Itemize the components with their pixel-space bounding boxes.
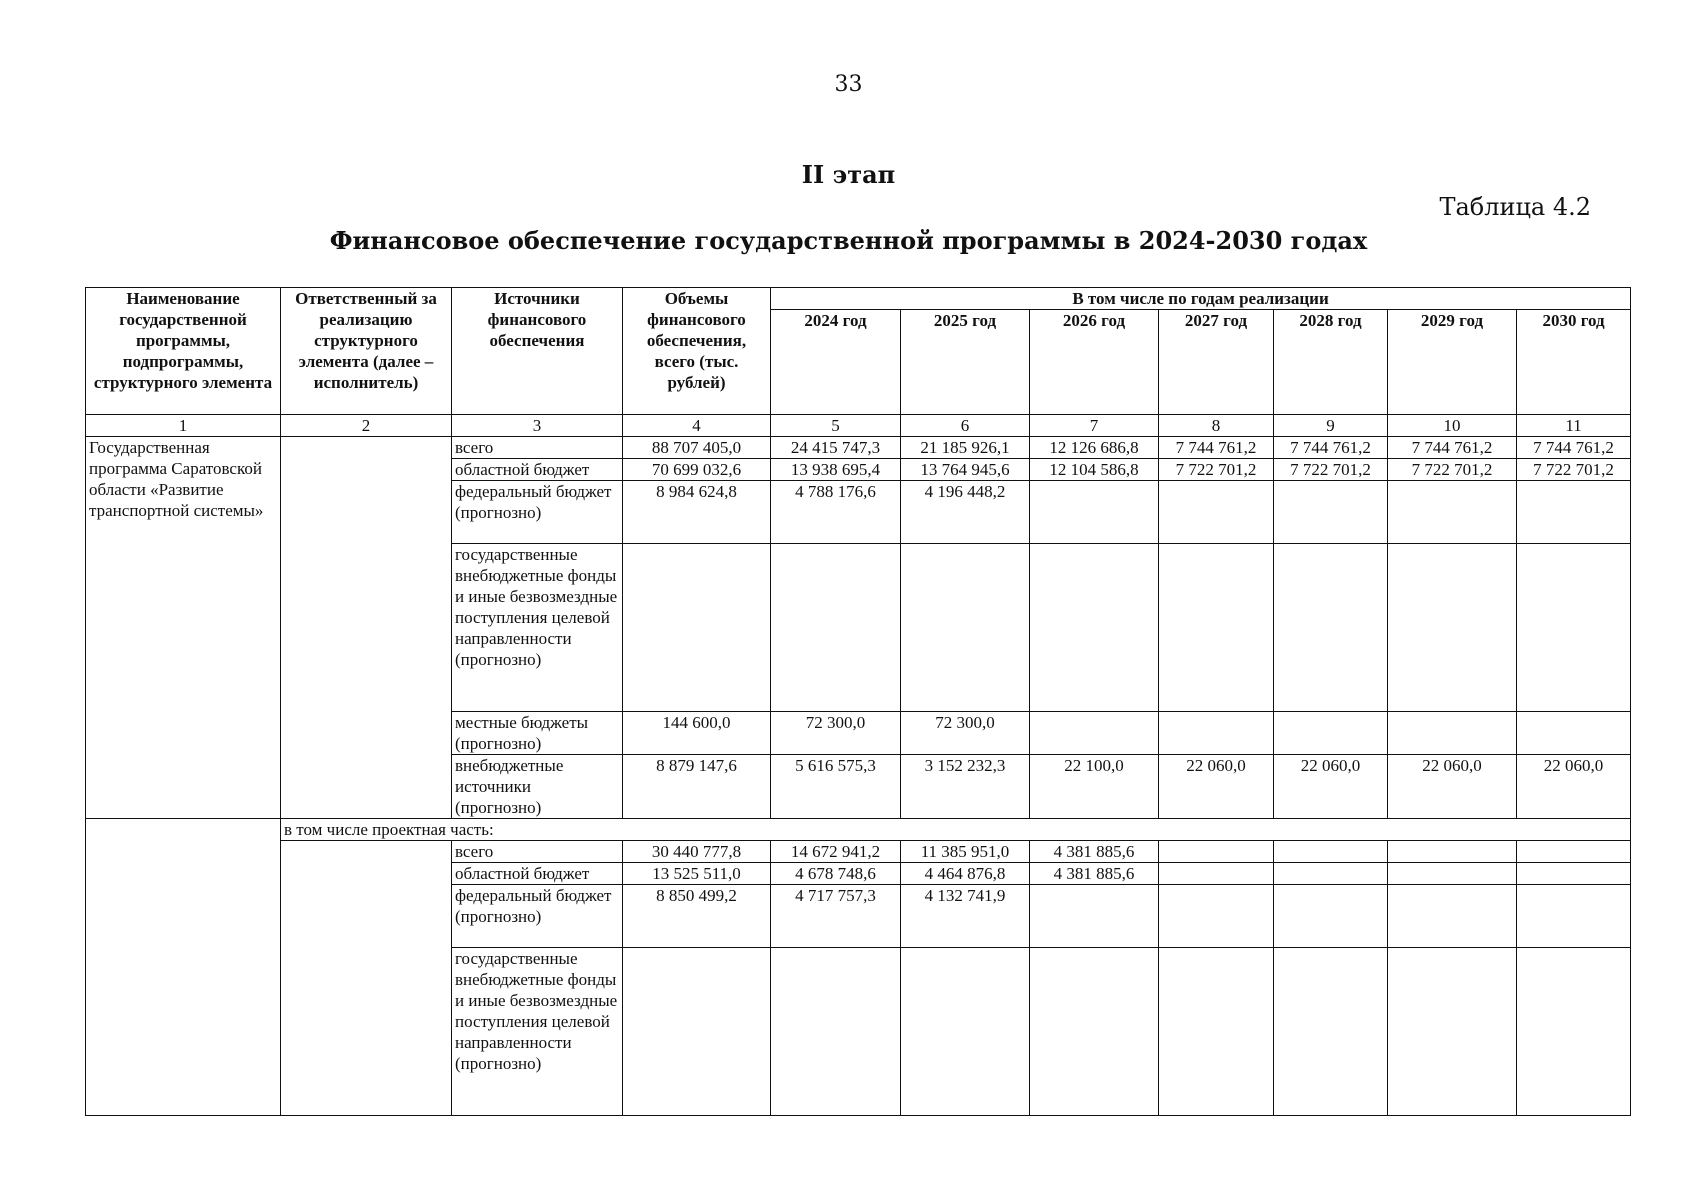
executor-cell bbox=[281, 437, 452, 819]
header-year: 2024 год bbox=[771, 310, 901, 415]
year-value-cell bbox=[1517, 544, 1631, 712]
column-number: 8 bbox=[1159, 415, 1274, 437]
source-cell: всего bbox=[452, 841, 623, 863]
total-cell: 30 440 777,8 bbox=[623, 841, 771, 863]
total-cell: 88 707 405,0 bbox=[623, 437, 771, 459]
project-part-label: в том числе проектная часть: bbox=[281, 819, 1631, 841]
year-value-cell bbox=[1159, 841, 1274, 863]
year-value-cell: 72 300,0 bbox=[771, 712, 901, 755]
header-year: 2030 год bbox=[1517, 310, 1631, 415]
year-value-cell bbox=[1159, 863, 1274, 885]
year-value-cell: 7 744 761,2 bbox=[1388, 437, 1517, 459]
year-value-cell bbox=[1030, 481, 1159, 544]
year-value-cell bbox=[1517, 885, 1631, 948]
column-number: 7 bbox=[1030, 415, 1159, 437]
total-cell: 8 850 499,2 bbox=[623, 885, 771, 948]
year-value-cell bbox=[1159, 544, 1274, 712]
year-value-cell bbox=[1030, 885, 1159, 948]
year-value-cell: 22 060,0 bbox=[1274, 755, 1388, 819]
header-year: 2028 год bbox=[1274, 310, 1388, 415]
header-year: 2026 год bbox=[1030, 310, 1159, 415]
source-cell: областной бюджет bbox=[452, 863, 623, 885]
year-value-cell bbox=[1274, 481, 1388, 544]
year-value-cell: 72 300,0 bbox=[901, 712, 1030, 755]
document-title: Финансовое обеспечение государственной программы в 2024-2030 годах bbox=[329, 226, 1368, 255]
year-value-cell: 3 152 232,3 bbox=[901, 755, 1030, 819]
total-cell bbox=[623, 948, 771, 1116]
total-cell: 13 525 511,0 bbox=[623, 863, 771, 885]
year-value-cell: 24 415 747,3 bbox=[771, 437, 901, 459]
year-value-cell bbox=[1388, 712, 1517, 755]
year-value-cell bbox=[1388, 948, 1517, 1116]
total-cell: 8 879 147,6 bbox=[623, 755, 771, 819]
year-value-cell bbox=[1517, 841, 1631, 863]
year-value-cell: 22 060,0 bbox=[1388, 755, 1517, 819]
year-value-cell bbox=[1030, 948, 1159, 1116]
header-year: 2027 год bbox=[1159, 310, 1274, 415]
year-value-cell: 5 616 575,3 bbox=[771, 755, 901, 819]
column-number: 6 bbox=[901, 415, 1030, 437]
year-value-cell bbox=[1274, 544, 1388, 712]
table-row bbox=[86, 437, 1631, 459]
year-value-cell: 11 385 951,0 bbox=[901, 841, 1030, 863]
source-cell: всего bbox=[452, 437, 623, 459]
year-value-cell: 13 938 695,4 bbox=[771, 459, 901, 481]
year-value-cell: 4 132 741,9 bbox=[901, 885, 1030, 948]
year-value-cell: 22 100,0 bbox=[1030, 755, 1159, 819]
year-value-cell bbox=[1274, 863, 1388, 885]
total-cell: 70 699 032,6 bbox=[623, 459, 771, 481]
year-value-cell bbox=[1517, 481, 1631, 544]
year-value-cell bbox=[1159, 948, 1274, 1116]
page-number: 33 bbox=[834, 72, 863, 97]
year-value-cell bbox=[1159, 481, 1274, 544]
column-number: 1 bbox=[86, 415, 281, 437]
table-row bbox=[86, 819, 1631, 841]
header-year: 2025 год bbox=[901, 310, 1030, 415]
source-cell: государственные внебюджетные фонды и иные безвозмездные поступления целевой направленности (прогнозно) bbox=[452, 948, 623, 1116]
column-number: 4 bbox=[623, 415, 771, 437]
year-value-cell: 14 672 941,2 bbox=[771, 841, 901, 863]
financing-table bbox=[85, 287, 1631, 1116]
total-cell: 8 984 624,8 bbox=[623, 481, 771, 544]
year-value-cell: 7 744 761,2 bbox=[1517, 437, 1631, 459]
year-value-cell bbox=[1274, 885, 1388, 948]
year-value-cell bbox=[901, 544, 1030, 712]
year-value-cell bbox=[1388, 841, 1517, 863]
year-value-cell: 7 744 761,2 bbox=[1274, 437, 1388, 459]
header-executor: Ответственный за реализацию структурного элемента (далее – исполнитель) bbox=[281, 288, 452, 415]
year-value-cell: 22 060,0 bbox=[1159, 755, 1274, 819]
year-value-cell bbox=[1159, 885, 1274, 948]
year-value-cell bbox=[901, 948, 1030, 1116]
header-sources: Источники финансового обеспечения bbox=[452, 288, 623, 415]
year-value-cell: 13 764 945,6 bbox=[901, 459, 1030, 481]
year-value-cell bbox=[1274, 712, 1388, 755]
stage-title: II этап bbox=[801, 160, 896, 189]
program-name-cell: Государственная программа Саратовской области «Развитие транспортной системы» bbox=[86, 437, 281, 819]
year-value-cell: 4 717 757,3 bbox=[771, 885, 901, 948]
header-program-name: Наименование государственной программы, подпрограммы, структурного элемента bbox=[86, 288, 281, 415]
column-number: 10 bbox=[1388, 415, 1517, 437]
year-value-cell: 7 722 701,2 bbox=[1159, 459, 1274, 481]
column-number: 11 bbox=[1517, 415, 1631, 437]
year-value-cell bbox=[1388, 863, 1517, 885]
year-value-cell: 4 788 176,6 bbox=[771, 481, 901, 544]
year-value-cell bbox=[1030, 712, 1159, 755]
year-value-cell: 21 185 926,1 bbox=[901, 437, 1030, 459]
total-cell: 144 600,0 bbox=[623, 712, 771, 755]
year-value-cell: 4 381 885,6 bbox=[1030, 863, 1159, 885]
header-years-group: В том числе по годам реализации bbox=[771, 288, 1631, 310]
year-value-cell bbox=[1517, 948, 1631, 1116]
year-value-cell: 12 104 586,8 bbox=[1030, 459, 1159, 481]
year-value-cell: 4 381 885,6 bbox=[1030, 841, 1159, 863]
total-cell bbox=[623, 544, 771, 712]
source-cell: местные бюджеты (прогнозно) bbox=[452, 712, 623, 755]
source-cell: внебюджетные источники (прогнозно) bbox=[452, 755, 623, 819]
year-value-cell bbox=[1274, 841, 1388, 863]
column-number: 3 bbox=[452, 415, 623, 437]
source-cell: областной бюджет bbox=[452, 459, 623, 481]
column-number: 9 bbox=[1274, 415, 1388, 437]
year-value-cell: 4 678 748,6 bbox=[771, 863, 901, 885]
table-row bbox=[86, 841, 1631, 863]
source-cell: государственные внебюджетные фонды и иные безвозмездные поступления целевой направленности (прогнозно) bbox=[452, 544, 623, 712]
year-value-cell bbox=[1030, 544, 1159, 712]
column-number: 5 bbox=[771, 415, 901, 437]
year-value-cell bbox=[1274, 948, 1388, 1116]
year-value-cell bbox=[1388, 544, 1517, 712]
year-value-cell: 7 722 701,2 bbox=[1274, 459, 1388, 481]
header-total-volume: Объемы финансового обеспечения, всего (тыс. рублей) bbox=[623, 288, 771, 415]
header-year: 2029 год bbox=[1388, 310, 1517, 415]
column-number: 2 bbox=[281, 415, 452, 437]
year-value-cell: 7 744 761,2 bbox=[1159, 437, 1274, 459]
year-value-cell: 12 126 686,8 bbox=[1030, 437, 1159, 459]
year-value-cell bbox=[1388, 885, 1517, 948]
year-value-cell: 22 060,0 bbox=[1517, 755, 1631, 819]
year-value-cell: 7 722 701,2 bbox=[1517, 459, 1631, 481]
year-value-cell bbox=[1388, 481, 1517, 544]
executor-cell bbox=[281, 841, 452, 1116]
source-cell: федеральный бюджет (прогнозно) bbox=[452, 481, 623, 544]
year-value-cell bbox=[1159, 712, 1274, 755]
year-value-cell bbox=[1517, 863, 1631, 885]
year-value-cell bbox=[1517, 712, 1631, 755]
source-cell: федеральный бюджет (прогнозно) bbox=[452, 885, 623, 948]
year-value-cell: 7 722 701,2 bbox=[1388, 459, 1517, 481]
program-name-cell-empty bbox=[86, 819, 281, 1116]
table-number: Таблица 4.2 bbox=[1439, 193, 1591, 221]
year-value-cell: 4 196 448,2 bbox=[901, 481, 1030, 544]
year-value-cell bbox=[771, 544, 901, 712]
year-value-cell bbox=[771, 948, 901, 1116]
year-value-cell: 4 464 876,8 bbox=[901, 863, 1030, 885]
